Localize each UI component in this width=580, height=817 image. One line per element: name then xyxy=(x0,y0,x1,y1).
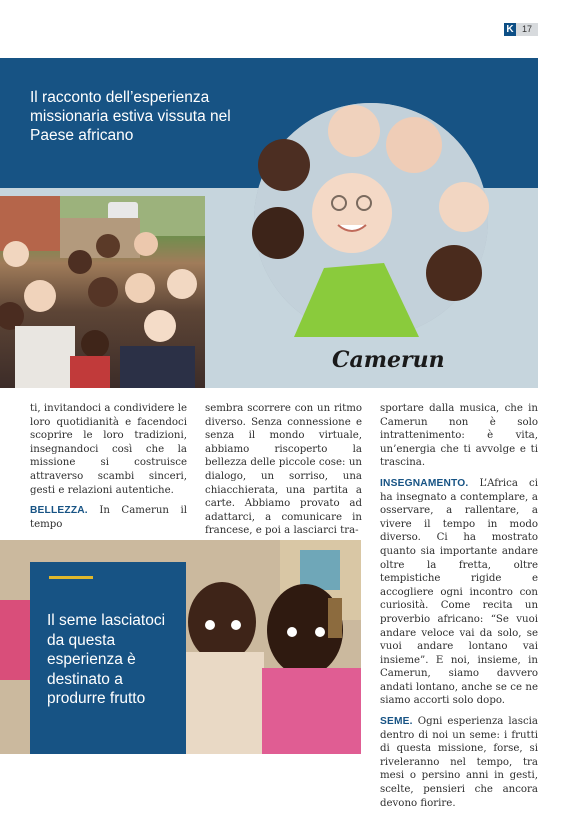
article-column-2 xyxy=(205,402,362,545)
article-column-1 xyxy=(30,402,187,538)
article-text: In Camerun il tempo xyxy=(30,505,187,530)
page-number-tag xyxy=(504,23,538,36)
pullquote-rule xyxy=(49,576,93,579)
hero-title: Il racconto dell’esperienza missionaria estiva vissuta nel Paese africano xyxy=(30,89,231,144)
article-paragraph xyxy=(30,504,187,531)
photo-caption: Camerun xyxy=(332,347,445,373)
section-lead: INSEGNAMENTO. xyxy=(380,477,469,489)
section-lead: SEME. xyxy=(380,716,413,728)
group-photo xyxy=(0,196,205,388)
section-lead: BELLEZZA. xyxy=(30,505,88,517)
article-paragraph xyxy=(380,715,538,810)
circle-photo-illustration xyxy=(254,103,488,337)
article-paragraph xyxy=(380,477,538,708)
article-text: L’Africa ci ha insegnato a contemplare, a osservare, a rallentare, a vivere il tempo in modo diverso. Ci ha mostrato quanto sia importante andare oltre la fretta, oltre tempistiche rigide e accogliere ogni incontro con curiosità. Come recita un proverbio africano: “Se vuoi andare veloce vai da solo, se vuoi andare lontano vai insieme”. E noi, insieme, in Camerun, siamo davvero andati lontano, anche se ce ne siamo accorti solo dopo. xyxy=(380,477,538,707)
article-column-3 xyxy=(380,402,538,817)
pullquote-text: Il seme lasciatoci da questa esperienza è destinato a produrre frutto xyxy=(47,612,166,707)
page-number: 17 xyxy=(516,23,538,36)
article-paragraph: sembra scorrere con un ritmo diverso. Senza connessione e senza il mondo virtuale, abbiamo riscoperto la bellezza delle piccole cose: un dialogo, un sorriso, una chiacchierata, una partita a carte. Abbiamo provato ad adattarci, a comunicare in francese, e poi a lasciarci tra- xyxy=(205,403,362,537)
magazine-logo-icon: K xyxy=(504,23,516,36)
article-paragraph: sportare dalla musica, che in Camerun non è solo intrattenimento: è vita, un’energia che ti avvolge e ti trascina. xyxy=(380,403,538,469)
group-photo-illustration xyxy=(0,196,205,388)
hero-circle-photo xyxy=(254,103,488,337)
article-text: Ogni esperienza lascia dentro di noi un seme: i frutti di questa missione, forse, si riveleranno nel tempo, tra mesi o persino anni in gesti, scelte, pensieri che ancora devono fiorire. xyxy=(380,716,538,809)
article-paragraph: ti, invitandoci a condividere le loro quotidianità e facendoci scoprire le loro tradizioni, insegnandoci così che la missione si costruisce attraverso scambi sinceri, gesti e relazioni autentiche. xyxy=(30,403,187,496)
